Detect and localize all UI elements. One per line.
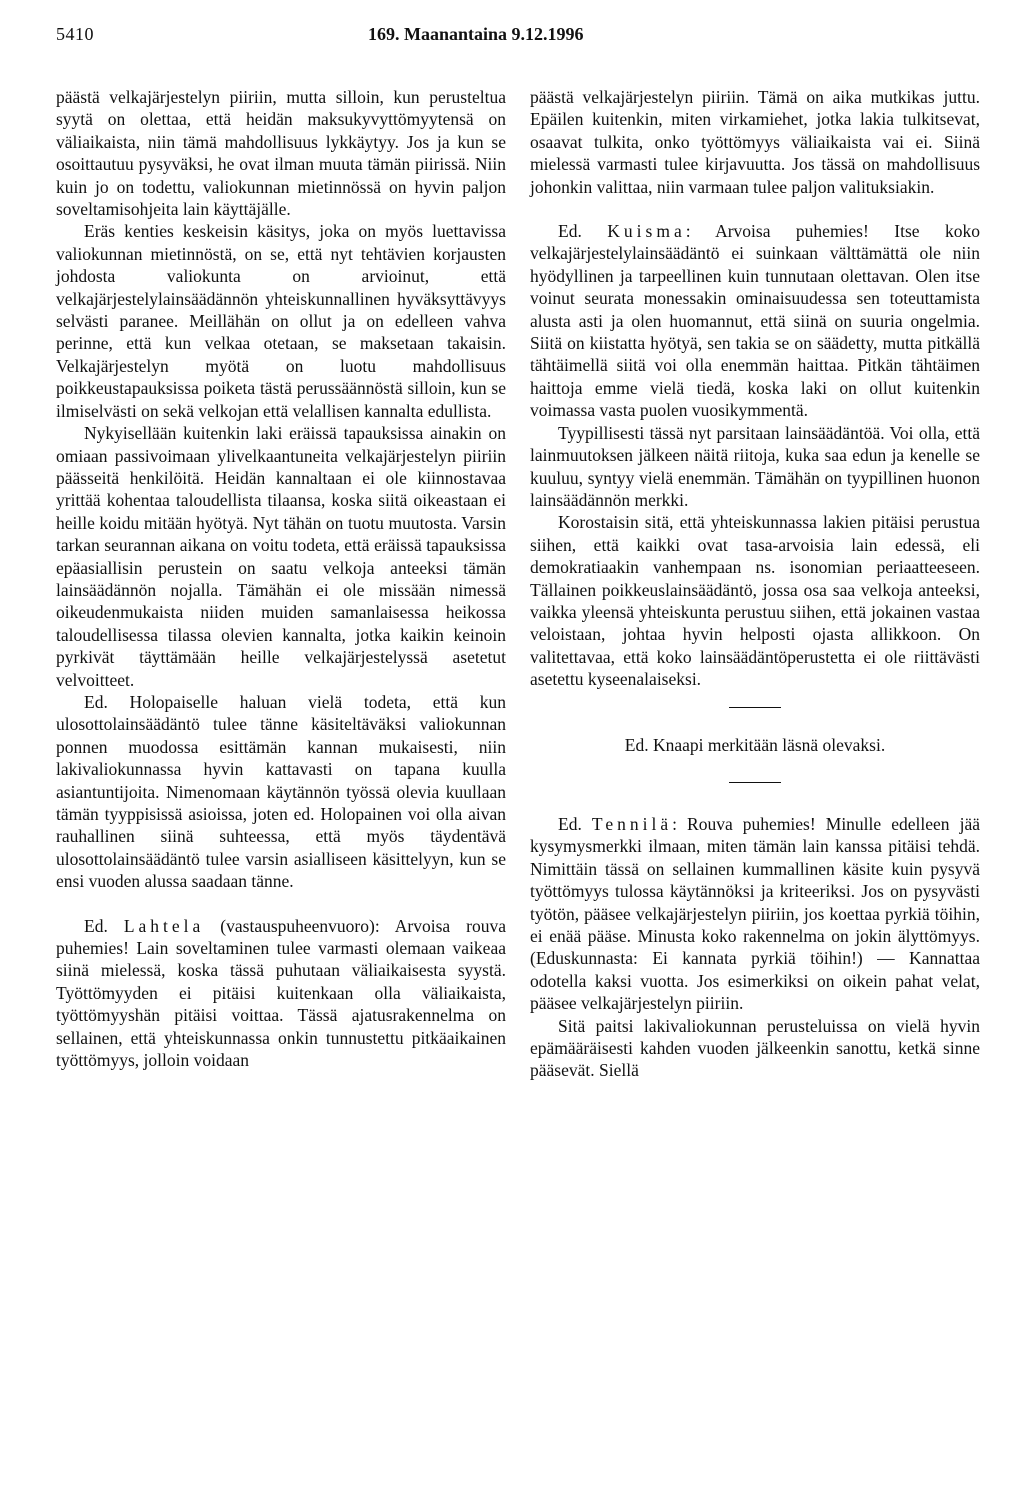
- speech-paragraph: [530, 813, 980, 1015]
- speaker-prefix: Ed.: [84, 915, 124, 936]
- paragraph: päästä velkajärjestelyn piiriin. Tämä on aika mutkikas juttu. Epäilen kuitenkin, miten virkamiehet, jotka lakia tulkitsevat, osaavat tulkita, onko työttömyys väliaikaista vai ei. Siinä mielessä varmasti tulee kirjavuutta. Jos tässä on mahdollisuus johonkin valittaa, niin varmaan tulee paljon valituksiakin.: [530, 87, 980, 197]
- page-number: 5410: [56, 24, 94, 44]
- speaker-prefix: Ed.: [558, 813, 592, 834]
- speech-paragraph: [56, 915, 506, 1072]
- speaker-prefix: Ed.: [558, 221, 608, 242]
- paragraph: Tyypillisesti tässä nyt parsitaan lainsäädäntöä. Voi olla, että lainmuutoksen jälkeen näitä riitoja, kuka saa edun ja kenelle se kuuluu, syntyy vielä enemmän. Tämähän on tyypillinen huonon lainsäädännön merkki.: [530, 422, 980, 510]
- speech-text: (vastauspuheenvuoro): Arvoisa rouva puhemies! Lain soveltaminen tulee varmasti olemaan vaikeaa siinä mielessä, koska tässä puhutaan väliaikaisesta syystä. Työttömyyden ei pitäisi kuitenkaan olla väliaikaista, työttömyyshän pitäisi voittaa. Tässä ajatusrakennelma on sellainen, että yhteiskunnassa onkin tunnustettu pitkäaikainen työttömyys, jolloin voidaan: [56, 915, 506, 1071]
- paragraph: Korostaisin sitä, että yhteiskunnassa lakien pitäisi perustua siihen, että kaikki ovat tasa-arvoisia lain edessä, eli demokratiaakin vanhempaan ns. isonomian periaatteeseen. Tällainen poikkeuslainsäädäntö, jossa osa saa velkoja anteeksi, vaikka yleensä yhteiskunta perustuu siihen, että jokainen vastaa veloistaan, johtaa hyvin helposti ojasta allikkoon. On valitettavaa, että koko lainsäädäntöperustetta ei ole riittävästi asetettu kyseenalaiseksi.: [530, 512, 980, 690]
- speaker-name: Lahtela: [123, 915, 205, 936]
- paragraph: Eräs kenties keskeisin käsitys, joka on myös luettavissa valiokunnan mietinnöstä, on se, että nyt tehtävien korjausten johdosta valiokunta on arvioinut, että velkajärjestelylainsäädännön yhteiskunnallinen hyväksyttävyys selvästi paranee. Meillähän on ollut ja on edelleen vahva perinne, että kun velkaa otetaan, se maksetaan takaisin. Velkajärjestelyn myötä on luotu mahdollisuus poikkeustapauksissa poiketa tästä perussäännöstä silloin, kun se ilmiselvästi on sekä velkojan että velallisen kannalta edullista.: [56, 221, 506, 421]
- section-divider: [729, 707, 781, 708]
- attendance-note: Ed. Knaapi merkitään läsnä olevaksi.: [624, 734, 886, 755]
- section-divider: [729, 782, 781, 783]
- speech-text: : Arvoisa puhemies! Itse koko velkajärjestelylainsäädäntö ei suinkaan välttämättä ole niin hyödyllinen ja tarpeellinen kuin tunnutaan olettavan. Olen itse voinut seurata monessakin ominaisuudessa sen toteuttamista alusta asti ja olen huomannut, että siinä on suuria ongelmia. Siitä on kiistatta hyötyä, sen takia se on säädetty, mutta pitkällä tähtäimellä siitä voi olla enemmän haittaa. Pitkän tähtäimen haittoja emme vielä tiedä, koska laki on ollut kuitenkin voimassa vasta puolen vuosikymmentä.: [530, 221, 980, 421]
- paragraph: päästä velkajärjestelyn piiriin, mutta silloin, kun perusteltua syytä on olettaa, että heidän maksukyvyttömyytensä on väliaikaista, niin tämä mahdollisuus lykkäytyy. Jos ja kun se osoittautuu pysyväksi, he ovat ilman muuta tämän piirissä. Niin kuin jo on todettu, valiokunnan mietinnössä on hyvin paljon soveltamisohjeita lain käyttäjälle.: [56, 87, 506, 220]
- speaker-name: Tennilä: [591, 813, 673, 834]
- speech-text: : Rouva puhemies! Minulle edelleen jää kysymysmerkki ilmaan, miten tämän lain kanssa pitäisi tehdä. Nimittäin tässä on sellainen kummallinen käsite kuin pysyvä työttömyys tulossa käytännöksi ja kriteeriksi. Jos on pysyvästi työtön, pääsee velkajärjestelyn piiriin, jos koettaa pyrkiä töihin, ei enää pääse. Minusta koko rakennelma on jokin älyttömyys. (Eduskunnasta: Ei kannata pyrkiä töihin!) — Kannattaa odotella kaksi vuotta. Jos esimerkiksi on oikein pahat velat, pääsee velkajärjestelyn piiriin.: [530, 813, 980, 1014]
- paragraph: Nykyisellään kuitenkin laki eräissä tapauksissa ainakin on omiaan passivoimaan ylivelkaantuneita velkajärjestelyn piiriin päässeitä henkilöitä. Heidän kannaltaan ei ole kiinnostavaa yrittää kohentaa taloudellista tilaansa, koska siitä oikeastaan ei heille koidu mitään hyötyä. Nyt tähän on tuotu muutosta. Varsin tarkan seurannan aikana on voitu todeta, että eräissä tapauksissa epäasiallisin perustein on saatu velkoja anteeksi tämän lainsäädännön nojalla. Tämähän ei ole missään nimessä oikeudenmukaista niiden muiden samanlaisessa heikossa taloudellisessa tilassa olevien kannalta, jotka kaikin keinoin pyrkivät täyttämään heille velkajärjestelyssä asetetut velvoitteet.: [56, 423, 506, 690]
- left-column: [56, 86, 506, 1071]
- speaker-name: Kuisma: [607, 221, 686, 242]
- right-column: [530, 86, 980, 1082]
- speech-paragraph: [530, 220, 980, 422]
- paragraph: Sitä paitsi lakivaliokunnan perusteluissa on vielä hyvin epämääräisesti kahden vuoden jälkeenkin sanottu, ketkä sinne pääsevät. Siellä: [530, 1015, 980, 1081]
- paragraph: Ed. Holopaiselle haluan vielä todeta, että kun ulosottolainsäädäntö tulee tänne käsiteltäväksi valiokunnan ponnen muodossa esittämän kannan mukaisesti, niin lakivaliokunnassa hyvin kattavasti on tapana kuulla asiantuntijoita. Nimenomaan käytännön työssä olevia kuullaan tämän tyyppisissä asioissa, joten ed. Holopainen voi olla aivan rauhallinen siinä suhteessa, että myös täydentävä ulosottolainsäädäntö tulee varsin asialliseen käsittelyyn, kun se ensi vuoden alussa saadaan tänne.: [56, 691, 506, 892]
- session-heading: 169. Maanantaina 9.12.1996: [368, 24, 584, 44]
- page-header: [56, 20, 996, 48]
